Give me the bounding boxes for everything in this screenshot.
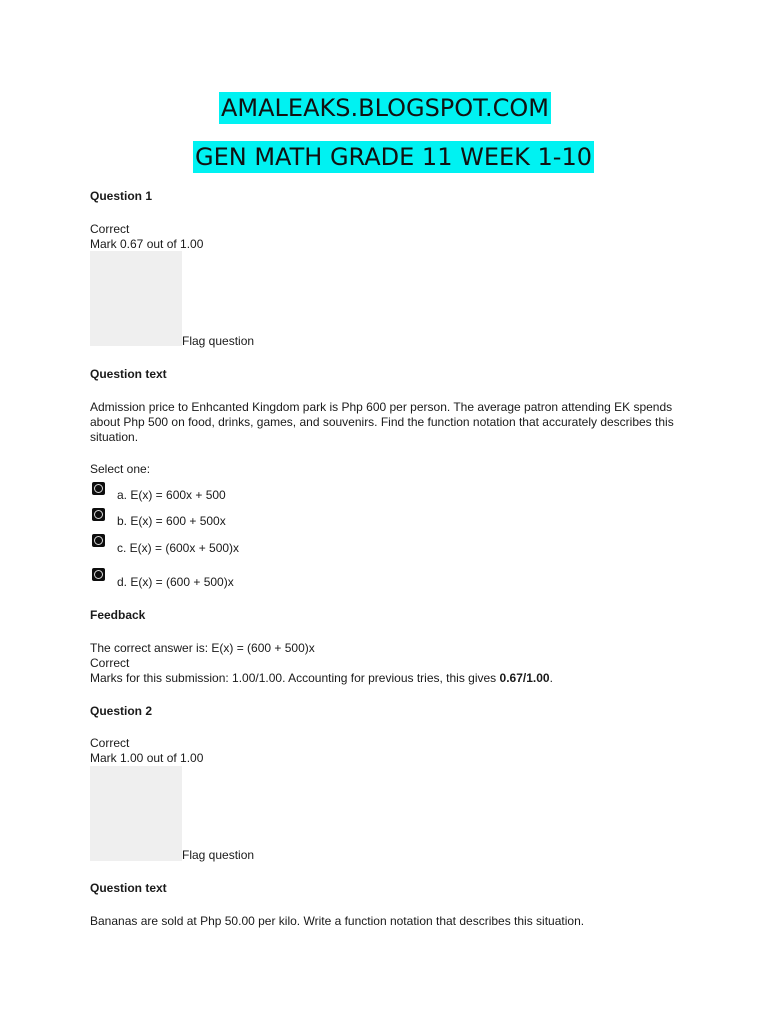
- page-title: GEN MATH GRADE 11 WEEK 1-10: [195, 143, 592, 171]
- question-1-heading: Question 1: [90, 189, 153, 203]
- marks-summary: [90, 671, 553, 686]
- option-b-radio[interactable]: [92, 508, 105, 521]
- option-d-radio[interactable]: [92, 568, 105, 581]
- question-1-text: Admission price to Enhcanted Kingdom park is Php 600 per person. The average patron attending EK spends about Php 500 on food, drinks, games, and souvenirs. Find the function notation that accurately describes this situation.: [90, 400, 674, 444]
- question-2-flag[interactable]: Flag question: [182, 848, 255, 862]
- question-1-text-heading: Question text: [90, 367, 167, 381]
- option-a-label[interactable]: a. E(x) = 600x + 500: [117, 488, 226, 502]
- question-1-flag[interactable]: Flag question: [182, 334, 255, 348]
- answer-state: Correct: [90, 656, 130, 670]
- site-banner: AMALEAKS.BLOGSPOT.COM: [221, 94, 549, 122]
- feedback-heading: Feedback: [90, 608, 146, 622]
- marks-suffix: .: [549, 671, 553, 685]
- question-2-flag-image: [90, 766, 182, 861]
- option-c-radio[interactable]: [92, 534, 105, 547]
- question-1-flag-image: [90, 251, 182, 346]
- marks-final: 0.67/1.00: [499, 671, 550, 685]
- option-a-radio[interactable]: [92, 482, 105, 495]
- marks-prefix: Marks for this submission: 1.00/1.00. Accounting for previous tries, this gives: [90, 671, 500, 685]
- option-d-label[interactable]: d. E(x) = (600 + 500)x: [117, 575, 234, 589]
- option-c-label[interactable]: c. E(x) = (600x + 500)x: [117, 541, 240, 555]
- question-2-mark: Mark 1.00 out of 1.00: [90, 751, 204, 765]
- question-2-text-heading: Question text: [90, 881, 167, 895]
- question-1-mark: Mark 0.67 out of 1.00: [90, 237, 204, 251]
- option-b-label[interactable]: b. E(x) = 600 + 500x: [117, 514, 226, 528]
- correct-answer: The correct answer is: E(x) = (600 + 500)x: [90, 641, 315, 655]
- question-2-text: Bananas are sold at Php 50.00 per kilo. Write a function notation that describes this situation.: [90, 914, 585, 928]
- question-2-heading: Question 2: [90, 704, 153, 718]
- question-1-state: Correct: [90, 222, 130, 236]
- question-2-state: Correct: [90, 736, 130, 750]
- select-one-label: Select one:: [90, 462, 151, 476]
